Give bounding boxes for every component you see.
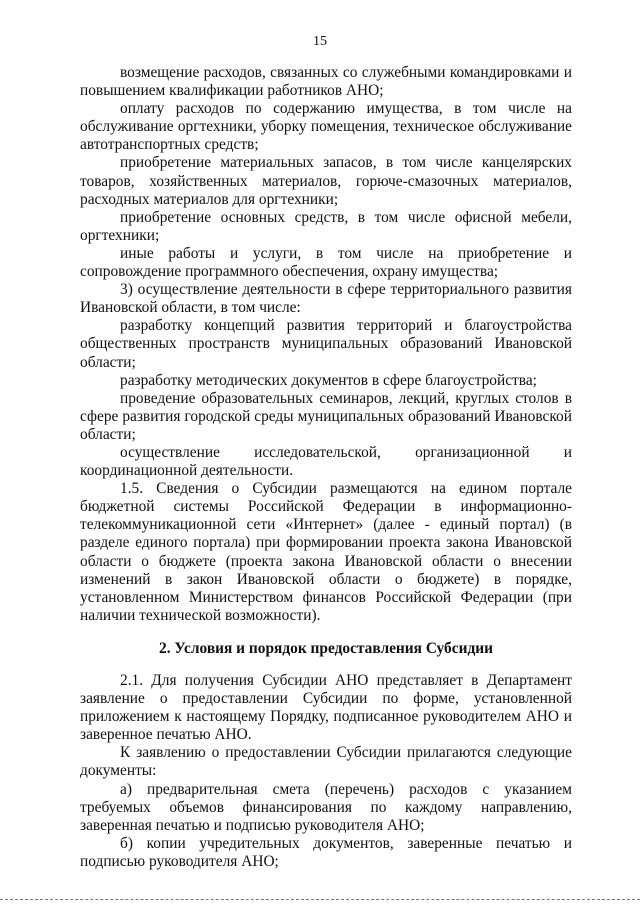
paragraph-concept-development: разработку концепций развития территорий и благоустройства общественных пространств муниципальных образований Ивановской области; (80, 317, 572, 371)
paragraph-item-a-estimate: а) предварительная смета (перечень) расходов с указанием требуемых объемов финансирования по каждому направлению, заверенная печатью и подписью руководителя АНО; (80, 780, 572, 834)
paragraph-expense-travel: возмещение расходов, связанных со служебными командировками и повышением квалификации работников АНО; (80, 64, 572, 100)
paragraph-2-1-application: 2.1. Для получения Субсидии АНО представляет в Департамент заявление о предоставлении Субсидии по форме, установленной приложением к настоящему Порядку, подписанное руководителем АНО и заверенное печатью АНО. (80, 672, 572, 744)
paragraph-methodical-documents: разработку методических документов в сфере благоустройства; (120, 371, 537, 389)
paragraph-territorial-development: 3) осуществление деятельности в сфере территориального развития Ивановской области, в том числе: (80, 281, 572, 317)
paragraph-1-5-portal: 1.5. Сведения о Субсидии размещаются на едином портале бюджетной системы Российской Федерации в информационно-телекоммуникационной сети «Интернет» (далее - единый портал) (в разделе единого портала) при формировании проекта закона Ивановской области о бюджете (проекта закона Ивановской области о внесении изменений в закон Ивановской области о бюджете) в порядке, установленном Министерством финансов Российской Федерации (при наличии технической возможности). (80, 480, 572, 624)
paragraph-research-activity: осуществление исследовательской, организационной и координационной деятельности. (80, 443, 572, 480)
paragraph-seminars: проведение образовательных семинаров, лекций, круглых столов в сфере развития городской среды муниципальных образований Ивановской области; (80, 389, 572, 443)
page-number: 15 (313, 34, 327, 49)
paragraph-item-b-copies: б) копии учредительных документов, заверенные печатью и подписью руководителя АНО; (80, 834, 572, 870)
paragraph-expense-materials: приобретение материальных запасов, в том числе канцелярских товаров, хозяйственных материалов, горюче-смазочных материалов, расходных материалов для оргтехники; (80, 154, 572, 208)
document-body (80, 64, 572, 871)
paragraph-expense-other-services: иные работы и услуги, в том числе на приобретение и сопровождение программного обеспечения, охрану имущества; (80, 244, 572, 281)
scan-edge-line (0, 899, 640, 900)
paragraph-expense-property: оплату расходов по содержанию имущества, в том числе на обслуживание оргтехники, уборку помещения, техническое обслуживание автотранспортных средств; (80, 100, 572, 154)
paragraph-attached-documents: К заявлению о предоставлении Субсидии прилагаются следующие документы: (80, 744, 572, 780)
section-heading: 2. Условия и порядок предоставления Субсидии (159, 639, 493, 657)
paragraph-expense-fixed-assets: приобретение основных средств, в том числе офисной мебели, оргтехники; (80, 208, 572, 244)
